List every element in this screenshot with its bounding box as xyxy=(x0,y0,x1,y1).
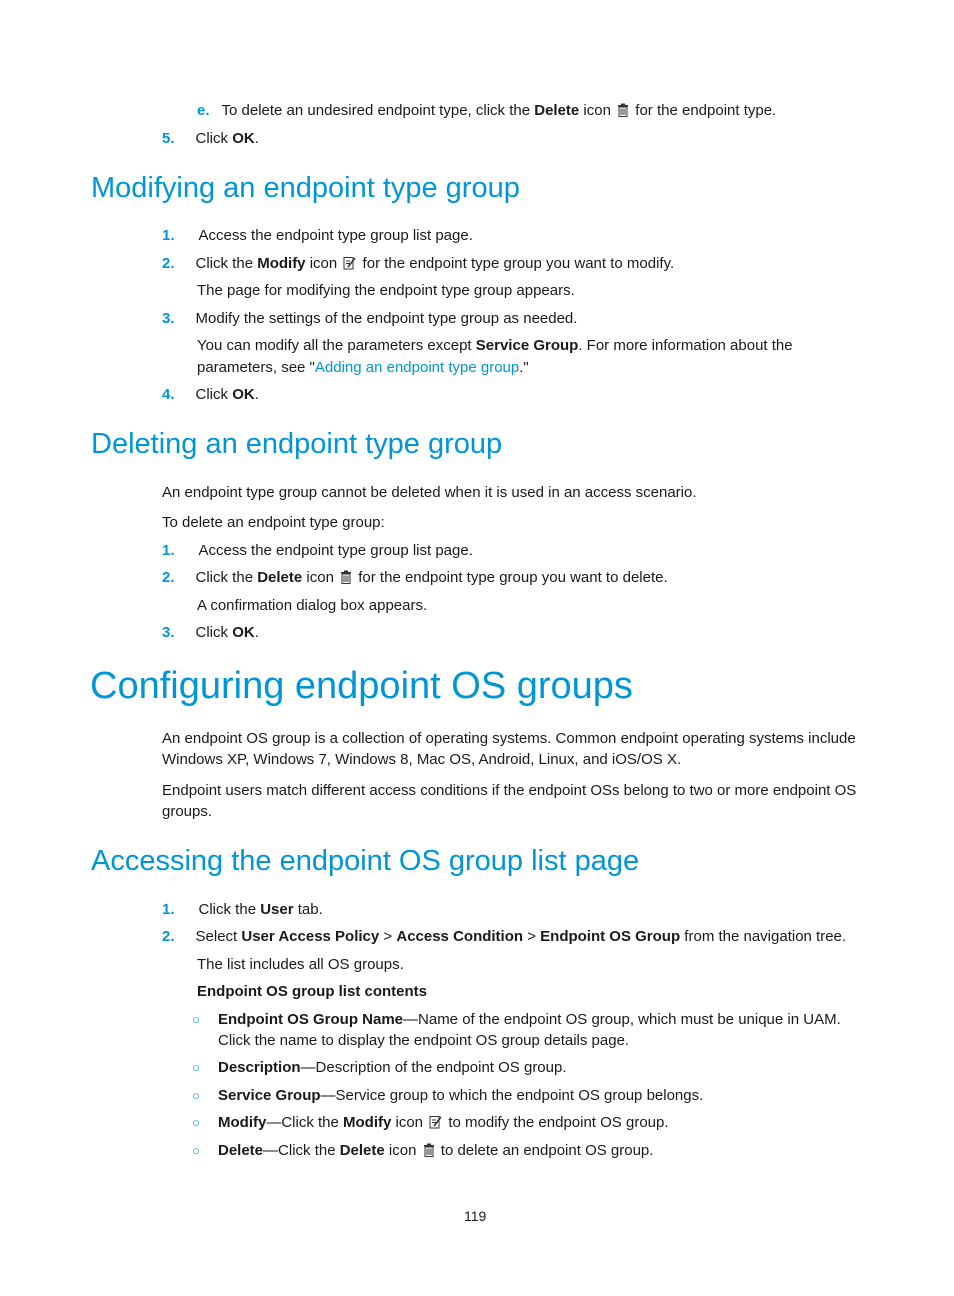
adding-endpoint-type-group-link[interactable]: Adding an endpoint type group xyxy=(314,359,520,376)
list-item-text xyxy=(218,1009,841,1030)
item-text: —Click the xyxy=(263,1142,340,1159)
step-bold: Modify xyxy=(257,255,306,272)
step-text: icon xyxy=(305,255,342,272)
note-text: ." xyxy=(519,359,529,376)
item-text: icon xyxy=(391,1114,428,1131)
note-bold: Service Group xyxy=(475,337,579,354)
modify-step-2 xyxy=(162,253,674,276)
list-item-text xyxy=(218,1085,703,1106)
step-bold: Delete xyxy=(257,569,303,586)
step-number: 3. xyxy=(162,310,175,327)
step-bold: OK xyxy=(232,386,255,403)
note-text: parameters, see " xyxy=(197,359,315,376)
page-number: 119 xyxy=(464,1208,487,1224)
step-text: Select xyxy=(195,928,242,945)
os-paragraph-1-line-1: An endpoint OS group is a collection of operating systems. Common endpoint operating systems include xyxy=(162,730,856,747)
edit-icon xyxy=(429,1114,442,1135)
step-number: 1. xyxy=(162,901,175,918)
step-number: 1. xyxy=(162,542,175,559)
step-text: Modify the settings of the endpoint type group as needed. xyxy=(195,310,578,327)
step-bold: User Access Policy xyxy=(241,928,380,945)
section-heading-delete: Deleting an endpoint type group xyxy=(91,428,503,460)
step-text: Access the endpoint type group list page. xyxy=(198,227,473,244)
step-number: 5. xyxy=(162,130,175,147)
step-bold: OK xyxy=(232,624,255,641)
step-text: . xyxy=(254,130,259,147)
modify-step-4 xyxy=(162,384,259,405)
item-text: to delete an endpoint OS group. xyxy=(436,1142,654,1159)
step-text: from the navigation tree. xyxy=(680,928,847,945)
item-bold: Description xyxy=(218,1059,301,1076)
trash-icon xyxy=(617,102,629,123)
step-text: Access the endpoint type group list page. xyxy=(198,542,473,559)
edit-icon xyxy=(343,255,356,276)
step-text: Click the xyxy=(195,255,258,272)
list-item-text xyxy=(218,1112,669,1135)
os-paragraph-2-line-1: Endpoint users match different access conditions if the endpoint OSs belong to two or more endpoint OS xyxy=(162,782,857,799)
access-step-1 xyxy=(162,899,323,920)
step-number: 2. xyxy=(162,928,175,945)
bullet-icon: ○ xyxy=(192,1143,200,1158)
section-heading-modify: Modifying an endpoint type group xyxy=(91,172,520,204)
step-text: Click xyxy=(195,386,233,403)
list-item-modify xyxy=(192,1112,200,1133)
step-number: 3. xyxy=(162,624,175,641)
note-text: . For more information about the xyxy=(578,337,793,354)
access-step-2 xyxy=(162,926,846,947)
access-step-2-note: The list includes all OS groups. xyxy=(197,956,404,973)
bullet-icon: ○ xyxy=(192,1012,200,1027)
list-item-description xyxy=(192,1057,200,1078)
os-paragraph-1-line-2: Windows XP, Windows 7, Windows 8, Mac OS, Android, Linux, and iOS/OS X. xyxy=(162,751,682,768)
step-bold: Endpoint OS Group xyxy=(540,928,681,945)
modify-step-3-note xyxy=(197,335,793,356)
item-text: —Name of the endpoint OS group, which must be unique in UAM. xyxy=(403,1011,841,1028)
list-title: Endpoint OS group list contents xyxy=(197,983,427,1000)
step-text: > xyxy=(379,928,397,945)
item-bold: Modify xyxy=(343,1114,392,1131)
step-e xyxy=(197,100,776,123)
modify-step-2-note: The page for modifying the endpoint type group appears. xyxy=(197,282,575,299)
chapter-heading-os-groups: Configuring endpoint OS groups xyxy=(90,665,633,707)
step-number: 2. xyxy=(162,255,175,272)
list-item-text xyxy=(218,1140,653,1163)
modify-step-1 xyxy=(162,225,473,246)
delete-intro-2: To delete an endpoint type group: xyxy=(162,514,385,531)
modify-step-3-note-line2 xyxy=(197,357,529,378)
modify-step-3 xyxy=(162,308,577,329)
trash-icon xyxy=(423,1142,435,1163)
step-text: for the endpoint type group you want to delete. xyxy=(354,569,668,586)
bullet-icon: ○ xyxy=(192,1088,200,1103)
os-paragraph-2-line-2: groups. xyxy=(162,803,213,820)
list-item-text xyxy=(218,1057,567,1078)
step-number: 2. xyxy=(162,569,175,586)
delete-step-3 xyxy=(162,622,259,643)
step-text: > xyxy=(523,928,541,945)
item-text: —Click the xyxy=(266,1114,344,1131)
section-heading-access: Accessing the endpoint OS group list page xyxy=(91,845,640,877)
step-text: Click the xyxy=(195,569,258,586)
step-text: tab. xyxy=(293,901,323,918)
list-item-delete xyxy=(192,1140,200,1161)
step-text: . xyxy=(254,386,259,403)
list-item-text-line2: Click the name to display the endpoint OS group details page. xyxy=(218,1032,630,1049)
step-bold: User xyxy=(260,901,294,918)
step-bold: OK xyxy=(232,130,255,147)
item-bold: Delete xyxy=(218,1142,264,1159)
delete-step-1 xyxy=(162,540,473,561)
item-bold: Endpoint OS Group Name xyxy=(218,1011,404,1028)
step-text: Click the xyxy=(198,901,261,918)
item-bold: Delete xyxy=(339,1142,385,1159)
list-item-service-group xyxy=(192,1085,200,1106)
step-text: Click xyxy=(195,130,233,147)
item-text: —Description of the endpoint OS group. xyxy=(300,1059,567,1076)
step-number: 1. xyxy=(162,227,175,244)
step-text: Click xyxy=(195,624,233,641)
step-text: icon xyxy=(579,102,616,119)
item-bold: Service Group xyxy=(218,1087,321,1104)
step-text: for the endpoint type group you want to modify. xyxy=(358,255,675,272)
item-text: icon xyxy=(384,1142,421,1159)
delete-step-2 xyxy=(162,567,668,590)
note-text: You can modify all the parameters except xyxy=(197,337,476,354)
step-number: e. xyxy=(197,102,210,119)
bullet-icon: ○ xyxy=(192,1115,200,1130)
step-text: To delete an undesired endpoint type, click the xyxy=(221,102,535,119)
step-text: icon xyxy=(302,569,339,586)
delete-intro-1: An endpoint type group cannot be deleted when it is used in an access scenario. xyxy=(162,484,697,501)
step-5 xyxy=(162,128,259,149)
trash-icon xyxy=(340,569,352,590)
bullet-icon: ○ xyxy=(192,1060,200,1075)
step-bold: Access Condition xyxy=(396,928,524,945)
item-bold: Modify xyxy=(218,1114,267,1131)
step-text: for the endpoint type. xyxy=(631,102,777,119)
step-number: 4. xyxy=(162,386,175,403)
item-text: to modify the endpoint OS group. xyxy=(444,1114,669,1131)
delete-step-2-note: A confirmation dialog box appears. xyxy=(197,597,428,614)
step-text: . xyxy=(254,624,259,641)
step-bold: Delete xyxy=(534,102,580,119)
list-item-os-group-name xyxy=(192,1009,200,1030)
item-text: —Service group to which the endpoint OS group belongs. xyxy=(320,1087,704,1104)
